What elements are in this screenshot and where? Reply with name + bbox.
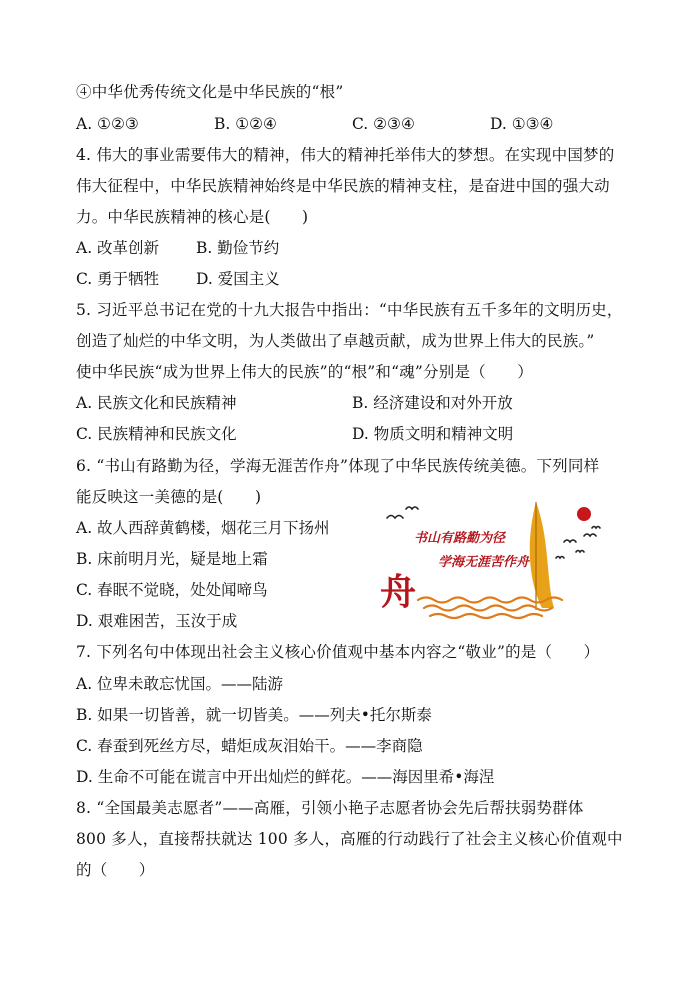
bird-icon	[387, 516, 403, 519]
q3-statement-4: ④中华优秀传统文化是中华民族的“根”	[76, 83, 344, 101]
bird-icon	[556, 557, 564, 559]
q7-stem: 7. 下列名句中体现出社会主义核心价值观中基本内容之“敬业”的是（ ）	[76, 643, 600, 661]
q6-stem-line-1: 6. “书山有路勤为径，学海无涯苦作舟”体现了中华民族传统美德。下列同样	[76, 457, 600, 475]
q7-option-b: B. 如果一切皆善，就一切皆美。——列夫•托尔斯泰	[76, 706, 432, 724]
q4-option-d: D. 爱国主义	[196, 270, 280, 288]
q3-option-a: A. ①②③	[76, 115, 139, 133]
q8-stem-line-2: 800 多人，直接帮扶就达 100 多人，高雁的行动践行了社会主义核心价值观中	[76, 830, 623, 848]
q5-stem-line-2: 创造了灿烂的中华文明，为人类做出了卓越贡献，成为世界上伟大的民族。”	[76, 332, 595, 350]
q7-option-c: C. 春蚕到死丝方尽，蜡炬成灰泪始干。——李商隐	[76, 737, 423, 755]
q4-option-c: C. 勇于牺牲	[76, 270, 160, 288]
calligraphy-line-2: 学海无涯苦作舟	[438, 555, 530, 570]
q3-option-b: B. ①②④	[214, 115, 277, 133]
q5-option-d: D. 物质文明和精神文明	[352, 425, 514, 443]
sun-icon	[577, 507, 591, 521]
q7-option-d: D. 生命不可能在谎言中开出灿烂的鲜花。——海因里希•海涅	[76, 768, 495, 786]
q4-stem-line-1: 4. 伟大的事业需要伟大的精神，伟大的精神托举伟大的梦想。在实现中国梦的	[76, 146, 615, 164]
q6-stem-line-2: 能反映这一美德的是( )	[76, 488, 262, 506]
bird-icon	[406, 507, 418, 509]
wave-icon	[430, 614, 542, 618]
bird-icon	[592, 527, 600, 529]
q5-stem-line-3: 使中华民族“成为世界上伟大的民族”的“根”和“魂”分别是（ ）	[76, 363, 533, 381]
q5-option-c: C. 民族精神和民族文化	[76, 425, 237, 443]
calligraphy-line-1: 书山有路勤为径	[414, 531, 506, 546]
q6-option-c: C. 春眠不觉晓，处处闻啼鸟	[76, 581, 268, 599]
sailboat-illustration	[378, 500, 610, 622]
sail-icon	[530, 502, 554, 608]
q8-stem-line-3: 的（ ）	[76, 861, 155, 879]
q6-option-b: B. 床前明月光，疑是地上霜	[76, 550, 268, 568]
q8-stem-line-1: 8. “全国最美志愿者”——高雁，引领小艳子志愿者协会先后帮扶弱势群体	[76, 799, 584, 817]
bird-icon	[576, 551, 584, 553]
q4-stem-line-3: 力。中华民族精神的核心是( )	[76, 208, 309, 226]
q4-stem-line-2: 伟大征程中，中华民族精神始终是中华民族的精神支柱，是奋进中国的强大动	[76, 177, 610, 195]
sailboat-calligraphy-image	[378, 500, 610, 622]
q3-option-d: D. ①③④	[490, 115, 554, 133]
q6-option-d: D. 艰难困苦，玉汝于成	[76, 612, 238, 630]
q7-option-a: A. 位卑未敢忘忧国。——陆游	[76, 675, 284, 693]
q4-option-a: A. 改革创新	[76, 239, 160, 257]
calligraphy-big-character: 舟	[380, 571, 417, 613]
q6-option-a: A. 故人西辞黄鹤楼，烟花三月下扬州	[76, 519, 330, 537]
bird-icon	[564, 540, 576, 542]
bird-icon	[584, 534, 596, 536]
q4-option-b: B. 勤俭节约	[196, 239, 280, 257]
wave-icon	[424, 606, 552, 611]
q5-option-b: B. 经济建设和对外开放	[352, 394, 513, 412]
q5-option-a: A. 民族文化和民族精神	[76, 394, 237, 412]
q5-stem-line-1: 5. 习近平总书记在党的十九大报告中指出：“中华民族有五千多年的文明历史，	[76, 301, 623, 319]
q3-option-c: C. ②③④	[352, 115, 415, 133]
